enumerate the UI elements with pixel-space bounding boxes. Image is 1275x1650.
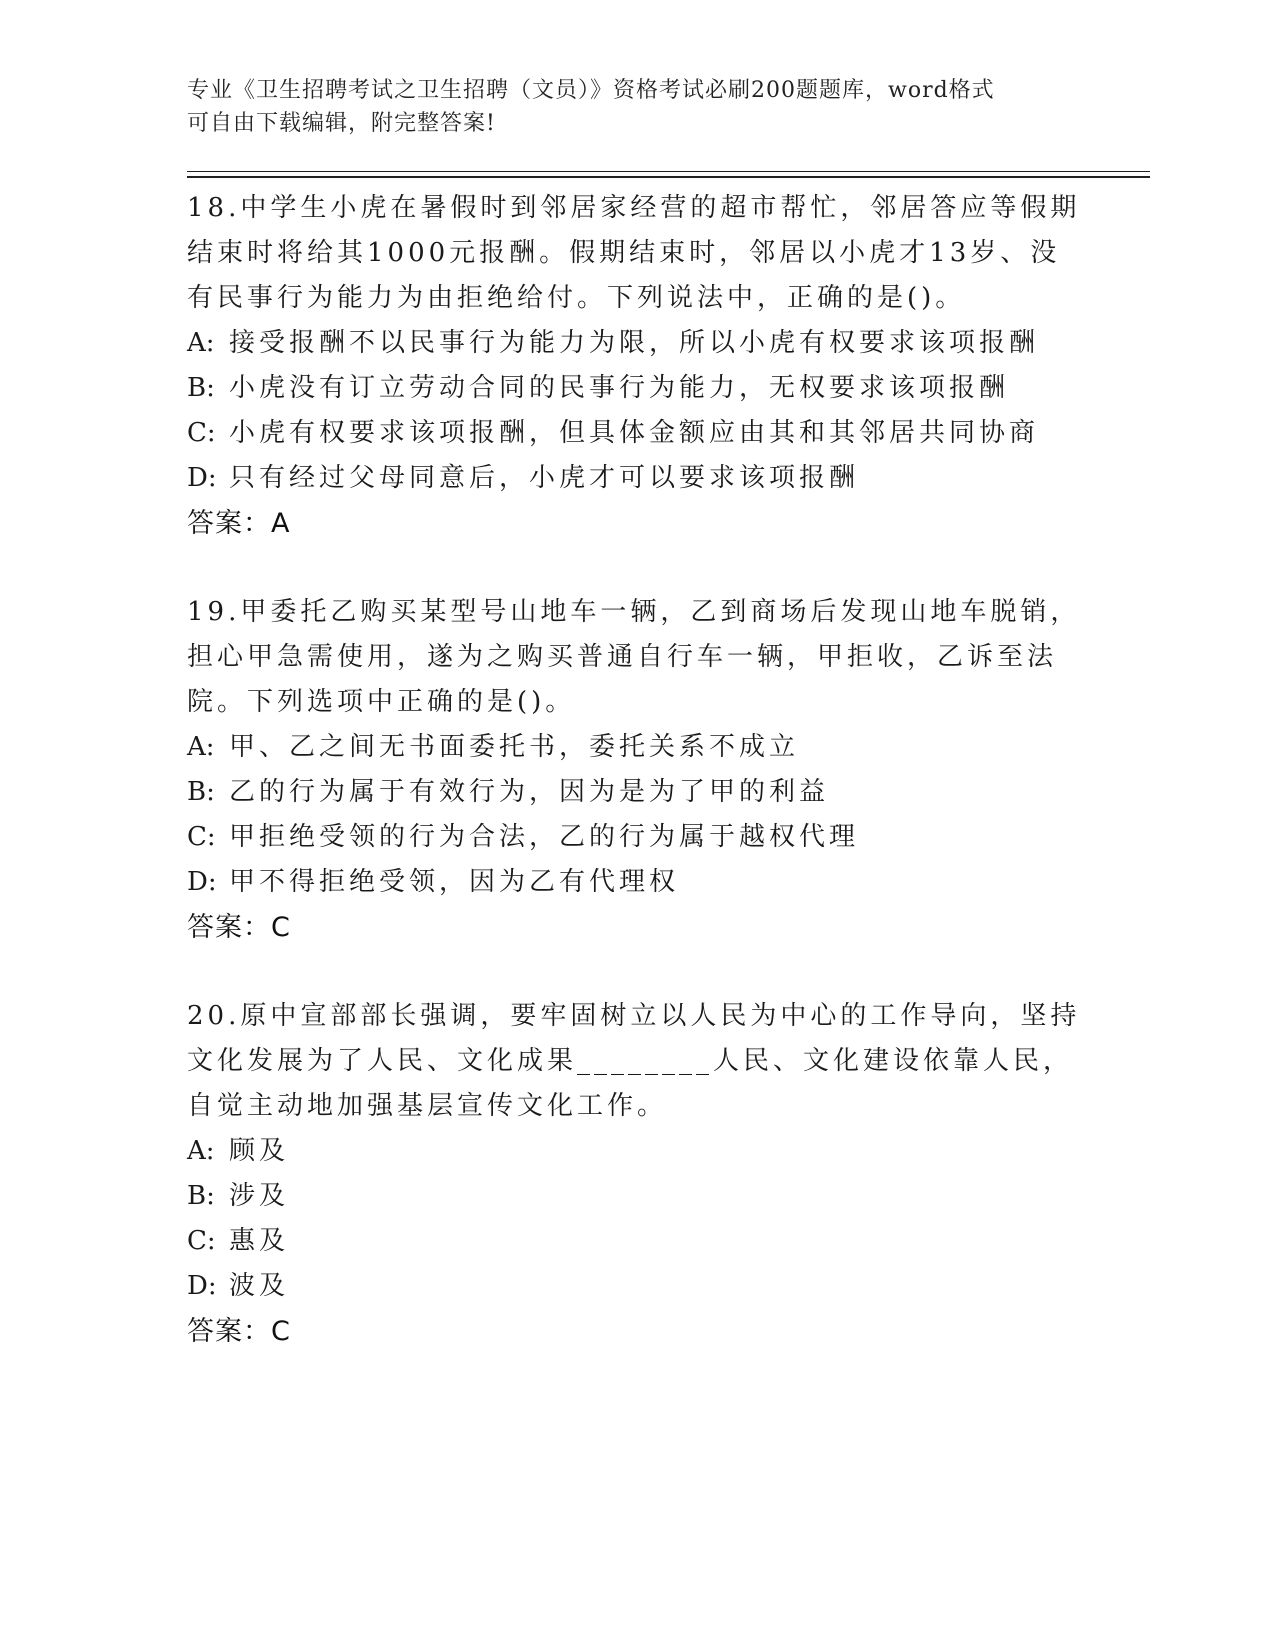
question-stem: 20.原中宣部部长强调，要牢固树立以人民为中心的工作导向，坚持文化发展为了人民、文化成果________人民、文化建设依靠人民，自觉主动地加强基层宣传文化工作。 [187, 1001, 1081, 1121]
question-20 [187, 994, 1087, 1354]
question-18 [187, 186, 1087, 546]
option-text: 乙的行为属于有效行为，因为是为了甲的利益 [229, 777, 830, 807]
option-text: 涉及 [229, 1181, 290, 1211]
option-key: B: [187, 1181, 215, 1211]
option-d [187, 860, 1087, 905]
option-text: 顾及 [229, 1136, 290, 1166]
option-b [187, 770, 1087, 815]
option-d [187, 456, 1087, 501]
option-text: 小虎没有订立劳动合同的民事行为能力，无权要求该项报酬 [229, 373, 1010, 403]
option-text: 甲拒绝受领的行为合法，乙的行为属于越权代理 [229, 822, 860, 852]
option-key: A: [187, 732, 215, 762]
option-text: 只有经过父母同意后，小虎才可以要求该项报酬 [229, 463, 860, 493]
option-d [187, 1264, 1087, 1309]
option-text: 甲不得拒绝受领，因为乙有代理权 [229, 867, 680, 897]
header-line-1: 专业《卫生招聘考试之卫生招聘（文员）》资格考试必刷200题题库，word格式 [187, 78, 995, 103]
option-key: D: [187, 867, 217, 897]
option-key: D: [187, 1271, 217, 1301]
answer-label: 答案：A [187, 508, 291, 539]
answer-label: 答案：C [187, 912, 291, 943]
option-text: 波及 [229, 1271, 290, 1301]
option-text: 甲、乙之间无书面委托书，委托关系不成立 [229, 732, 800, 762]
option-text: 接受报酬不以民事行为能力为限，所以小虎有权要求该项报酬 [229, 328, 1040, 358]
option-b [187, 366, 1087, 411]
question-stem: 18.中学生小虎在暑假时到邻居家经营的超市帮忙，邻居答应等假期结束时将给其1000元报酬。假期结束时，邻居以小虎才13岁、没有民事行为能力为由拒绝给付。下列说法中，正确的是()。 [187, 193, 1081, 313]
option-key: B: [187, 777, 215, 807]
question-stem: 19.甲委托乙购买某型号山地车一辆，乙到商场后发现山地车脱销，担心甲急需使用，遂为之购买普通自行车一辆，甲拒收，乙诉至法院。下列选项中正确的是()。 [187, 597, 1081, 717]
option-c [187, 411, 1087, 456]
option-c [187, 815, 1087, 860]
answer-label: 答案：C [187, 1316, 291, 1347]
option-key: B: [187, 373, 215, 403]
header-line-2: 可自由下载编辑，附完整答案! [187, 111, 496, 136]
option-text: 惠及 [229, 1226, 290, 1256]
option-a [187, 1129, 1087, 1174]
option-key: C: [187, 1226, 216, 1256]
header-rule-top [187, 171, 1150, 172]
option-a [187, 725, 1087, 770]
question-list [187, 186, 1087, 1398]
option-b [187, 1174, 1087, 1219]
option-key: C: [187, 418, 216, 448]
option-key: D: [187, 463, 217, 493]
option-key: C: [187, 822, 216, 852]
question-19 [187, 590, 1087, 950]
option-a [187, 321, 1087, 366]
document-header [187, 74, 1077, 140]
option-key: A: [187, 1136, 215, 1166]
header-rule-bottom [187, 176, 1150, 178]
option-text: 小虎有权要求该项报酬，但具体金额应由其和其邻居共同协商 [229, 418, 1040, 448]
option-c [187, 1219, 1087, 1264]
option-key: A: [187, 328, 215, 358]
